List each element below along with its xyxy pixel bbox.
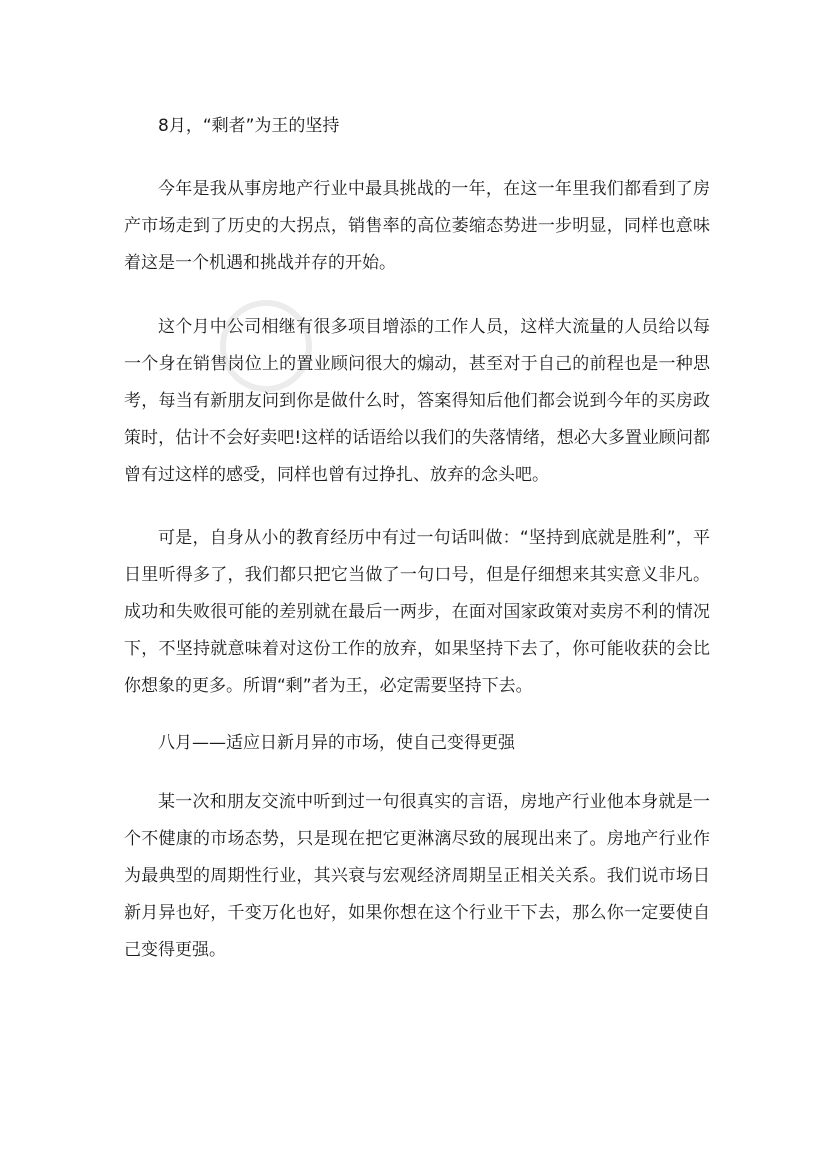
document-body: [124, 108, 710, 969]
paragraph: 某一次和朋友交流中听到过一句很真实的言语，房地产行业他本身就是一个不健康的市场态势，只是现在把它更淋漓尽致的展现出来了。房地产行业作为最典型的周期性行业，其兴衰与宏观经济周期呈正相关关系。我们说市场日新月异也好，千变万化也好，如果你想在这个行业干下去，那么你一定要使自己变得更强。: [124, 792, 710, 960]
section-heading: 8月，“剩者”为王的坚持: [158, 116, 340, 136]
section-heading: 八月——适应日新月异的市场，使自己变得更强: [158, 733, 515, 753]
paragraph: 今年是我从事房地产行业中最具挑战的一年，在这一年里我们都看到了房产市场走到了历史的大拐点，销售率的高位萎缩态势进一步明显，同样也意味着这是一个机遇和挑战并存的开始。: [124, 179, 710, 273]
paragraph: 这个月中公司相继有很多项目增添的工作人员，这样大流量的人员给以每一个身在销售岗位上的置业顾问很大的煽动，甚至对于自己的前程也是一种思考，每当有新朋友问到你是做什么时，答案得知后他们都会说到今年的买房政策时，估计不会好卖吧!这样的话语给以我们的失落情绪，想必大多置业顾问都曾有过这样的感受，同样也曾有过挣扎、放弃的念头吧。: [124, 317, 710, 485]
paragraph: 可是，自身从小的教育经历中有过一句话叫做：“坚持到底就是胜利”，平日里听得多了，我们都只把它当做了一句口号，但是仔细想来其实意义非凡。成功和失败很可能的差别就在最后一两步，在面对国家政策对卖房不利的情况下，不坚持就意味着对这份工作的放弃，如果坚持下去了，你可能收获的会比你想象的更多。所谓“剩”者为王，必定需要坚持下去。: [124, 528, 710, 696]
